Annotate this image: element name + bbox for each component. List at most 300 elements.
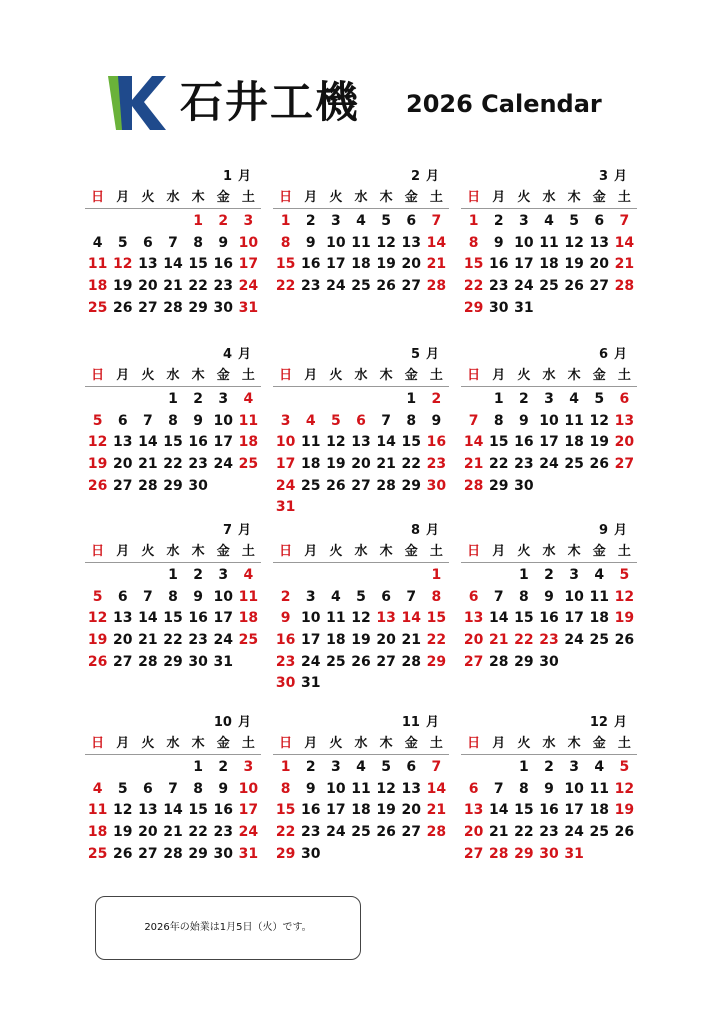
day-cell: 16 — [188, 434, 208, 451]
day-grid — [85, 211, 261, 319]
month-title — [461, 712, 637, 734]
day-cell: 22 — [275, 278, 296, 295]
empty-cell — [85, 389, 110, 411]
day-cell: 11 — [564, 412, 584, 429]
day-cell: 13 — [463, 802, 484, 819]
day-cell: 28 — [488, 653, 509, 670]
day-cell: 19 — [376, 256, 396, 273]
weekday-label: 月 — [492, 544, 506, 559]
day-cell: 21 — [401, 632, 422, 649]
day-cell: 3 — [518, 213, 529, 229]
day-cell: 10 — [213, 412, 234, 429]
weekday-label: 火 — [329, 544, 343, 559]
day-cell: 25 — [351, 824, 371, 841]
day-cell: 9 — [193, 588, 203, 605]
day-cell: 17 — [539, 434, 559, 451]
weekday-label: 月 — [116, 368, 130, 383]
day-cell: 16 — [514, 434, 534, 451]
day-cell: 9 — [518, 412, 529, 429]
day-cell: 7 — [381, 412, 391, 429]
day-cell: 2 — [493, 213, 504, 229]
weekday-label: 木 — [191, 368, 205, 383]
day-cell: 21 — [426, 256, 447, 273]
day-cell: 10 — [539, 412, 559, 429]
day-cell: 17 — [300, 632, 321, 649]
weekday-label: 土 — [241, 736, 255, 751]
day-cell: 8 — [193, 780, 203, 797]
day-cell: 14 — [463, 434, 484, 451]
day-cell: 27 — [589, 278, 610, 295]
day-cell: 25 — [87, 845, 108, 862]
day-cell: 30 — [275, 675, 296, 692]
empty-cell — [298, 565, 323, 587]
day-cell: 10 — [326, 234, 346, 251]
day-cell: 25 — [351, 278, 371, 295]
day-cell: 8 — [406, 412, 417, 429]
day-cell: 12 — [112, 256, 133, 273]
calendar-title: 2026 Calendar — [406, 90, 602, 118]
day-cell: 2 — [305, 759, 316, 775]
month-suffix: 月 — [613, 347, 627, 362]
month-number: 4 — [222, 347, 232, 362]
day-cell: 25 — [564, 456, 584, 473]
day-cell: 28 — [488, 845, 509, 862]
day-cell: 19 — [564, 256, 584, 273]
day-cell: 21 — [376, 456, 396, 473]
weekday-label: 水 — [354, 736, 368, 751]
day-cell: 18 — [326, 632, 346, 649]
day-cell: 20 — [112, 456, 133, 473]
day-cell: 13 — [614, 412, 635, 429]
day-cell: 6 — [406, 213, 417, 229]
day-cell: 19 — [87, 456, 108, 473]
day-cell: 19 — [614, 802, 635, 819]
month-suffix: 月 — [237, 347, 251, 362]
day-cell: 6 — [468, 780, 479, 797]
day-cell: 15 — [401, 434, 422, 451]
day-cell: 18 — [238, 610, 259, 627]
weekday-label: 水 — [166, 190, 180, 205]
weekday-label: 金 — [216, 736, 230, 751]
day-cell: 13 — [589, 234, 610, 251]
day-cell: 29 — [514, 845, 534, 862]
day-cell: 23 — [514, 456, 534, 473]
day-cell: 30 — [188, 477, 208, 494]
company-logo-icon — [108, 76, 166, 130]
weekday-label: 金 — [592, 736, 606, 751]
day-cell: 2 — [193, 391, 203, 407]
day-cell: 12 — [112, 802, 133, 819]
day-cell: 24 — [539, 456, 559, 473]
day-cell: 9 — [431, 412, 442, 429]
day-cell: 1 — [493, 391, 504, 407]
day-cell: 14 — [163, 256, 183, 273]
day-cell: 22 — [401, 456, 422, 473]
day-cell: 22 — [463, 278, 484, 295]
day-cell: 6 — [117, 588, 128, 605]
day-cell: 11 — [539, 234, 559, 251]
empty-cell — [461, 389, 486, 411]
day-cell: 25 — [326, 653, 346, 670]
day-cell: 18 — [564, 434, 584, 451]
weekday-label: 土 — [241, 544, 255, 559]
month-suffix: 月 — [613, 523, 627, 538]
day-cell: 10 — [238, 234, 259, 251]
day-cell: 20 — [112, 632, 133, 649]
day-cell: 3 — [330, 759, 341, 775]
day-cell: 23 — [488, 278, 509, 295]
day-cell: 26 — [614, 632, 635, 649]
weekday-label: 月 — [492, 368, 506, 383]
day-cell: 12 — [564, 234, 584, 251]
day-cell: 30 — [514, 477, 534, 494]
month-number: 11 — [401, 715, 420, 730]
day-cell: 21 — [138, 632, 158, 649]
day-cell: 23 — [426, 456, 447, 473]
day-cell: 27 — [138, 845, 158, 862]
weekday-label: 日 — [91, 544, 105, 559]
empty-cell — [273, 389, 298, 411]
month-number: 7 — [222, 523, 232, 538]
day-cell: 1 — [168, 567, 178, 583]
day-cell: 7 — [493, 780, 504, 797]
day-cell: 13 — [138, 256, 158, 273]
day-cell: 17 — [326, 802, 346, 819]
day-cell: 2 — [193, 567, 203, 583]
day-cell: 15 — [463, 256, 484, 273]
day-cell: 20 — [138, 824, 158, 841]
weekday-label: 金 — [216, 544, 230, 559]
day-grid — [273, 389, 449, 519]
day-cell: 26 — [112, 299, 133, 316]
weekday-label: 日 — [91, 368, 105, 383]
empty-cell — [323, 565, 348, 587]
day-cell: 2 — [518, 391, 529, 407]
day-cell: 15 — [163, 610, 183, 627]
day-cell: 5 — [381, 213, 391, 229]
day-cell: 30 — [213, 299, 234, 316]
day-cell: 9 — [218, 780, 229, 797]
weekday-label: 金 — [404, 368, 418, 383]
month-title — [273, 166, 449, 188]
month-number: 6 — [598, 347, 608, 362]
day-grid — [85, 757, 261, 865]
day-cell: 26 — [564, 278, 584, 295]
month-1 — [85, 166, 261, 319]
weekday-label: 木 — [379, 368, 393, 383]
day-cell: 10 — [326, 780, 346, 797]
day-cell: 8 — [518, 588, 529, 605]
weekday-label: 土 — [617, 368, 631, 383]
day-cell: 20 — [351, 456, 371, 473]
day-cell: 27 — [401, 278, 422, 295]
day-cell: 1 — [168, 391, 178, 407]
day-cell: 17 — [564, 802, 584, 819]
day-grid — [461, 389, 637, 497]
day-cell: 21 — [614, 256, 635, 273]
day-cell: 25 — [87, 299, 108, 316]
day-cell: 5 — [92, 412, 103, 429]
weekday-label: 月 — [492, 736, 506, 751]
day-cell: 15 — [163, 434, 183, 451]
weekday-label: 火 — [517, 544, 531, 559]
weekday-label: 水 — [166, 736, 180, 751]
weekday-label: 火 — [141, 190, 155, 205]
day-cell: 9 — [544, 780, 554, 797]
day-cell: 7 — [142, 412, 153, 429]
day-cell: 1 — [518, 759, 529, 775]
day-cell: 11 — [589, 588, 610, 605]
month-number: 12 — [589, 715, 608, 730]
day-cell: 5 — [619, 759, 630, 775]
day-cell: 14 — [163, 802, 183, 819]
day-cell: 30 — [539, 845, 559, 862]
day-cell: 15 — [488, 434, 509, 451]
day-cell: 21 — [426, 802, 447, 819]
weekday-label: 水 — [354, 544, 368, 559]
day-cell: 8 — [493, 412, 504, 429]
day-cell: 8 — [431, 588, 442, 605]
weekday-label: 水 — [542, 368, 556, 383]
day-cell: 23 — [213, 278, 234, 295]
weekday-label: 土 — [241, 190, 255, 205]
day-cell: 6 — [381, 588, 391, 605]
empty-cell — [160, 757, 185, 779]
weekday-label: 日 — [279, 368, 293, 383]
day-cell: 13 — [376, 610, 396, 627]
day-cell: 19 — [376, 802, 396, 819]
day-cell: 4 — [92, 780, 103, 797]
day-cell: 22 — [514, 824, 534, 841]
weekday-label: 金 — [404, 190, 418, 205]
weekday-label: 日 — [279, 544, 293, 559]
weekday-label: 日 — [279, 736, 293, 751]
day-cell: 2 — [280, 588, 291, 605]
day-cell: 15 — [188, 256, 208, 273]
day-cell: 7 — [168, 234, 178, 251]
day-cell: 13 — [463, 610, 484, 627]
day-cell: 10 — [564, 780, 584, 797]
day-cell: 25 — [589, 632, 610, 649]
day-cell: 3 — [280, 412, 291, 429]
day-cell: 31 — [514, 299, 534, 316]
day-cell: 9 — [493, 234, 504, 251]
day-cell: 26 — [376, 278, 396, 295]
month-title — [85, 520, 261, 542]
day-cell: 8 — [168, 588, 178, 605]
day-cell: 30 — [188, 653, 208, 670]
day-cell: 26 — [614, 824, 635, 841]
weekday-header — [273, 366, 449, 387]
day-cell: 8 — [518, 780, 529, 797]
day-cell: 28 — [426, 824, 447, 841]
weekday-label: 木 — [379, 190, 393, 205]
day-cell: 9 — [305, 780, 316, 797]
day-cell: 3 — [305, 588, 316, 605]
day-cell: 24 — [213, 632, 234, 649]
day-cell: 18 — [351, 256, 371, 273]
month-2 — [273, 166, 449, 298]
month-8 — [273, 520, 449, 695]
day-cell: 1 — [193, 759, 203, 775]
month-title — [85, 166, 261, 188]
weekday-label: 日 — [91, 736, 105, 751]
day-cell: 15 — [275, 256, 296, 273]
day-cell: 4 — [594, 759, 605, 775]
empty-cell — [374, 565, 399, 587]
day-cell: 5 — [619, 567, 630, 583]
day-cell: 9 — [305, 234, 316, 251]
day-cell: 19 — [351, 632, 371, 649]
day-cell: 18 — [539, 256, 559, 273]
day-cell: 11 — [351, 234, 371, 251]
day-cell: 7 — [142, 588, 153, 605]
day-cell: 11 — [351, 780, 371, 797]
day-cell: 24 — [275, 477, 296, 494]
day-cell: 19 — [589, 434, 610, 451]
weekday-label: 金 — [216, 190, 230, 205]
day-grid — [273, 565, 449, 695]
day-cell: 25 — [300, 477, 321, 494]
weekday-label: 土 — [241, 368, 255, 383]
day-cell: 5 — [569, 213, 579, 229]
weekday-label: 木 — [567, 544, 581, 559]
empty-cell — [399, 565, 424, 587]
day-cell: 26 — [87, 477, 108, 494]
weekday-label: 金 — [592, 544, 606, 559]
weekday-header — [461, 188, 637, 209]
weekday-label: 日 — [91, 190, 105, 205]
day-cell: 10 — [213, 588, 234, 605]
weekday-header — [85, 188, 261, 209]
weekday-label: 火 — [329, 190, 343, 205]
month-9 — [461, 520, 637, 673]
day-cell: 14 — [614, 234, 635, 251]
day-cell: 29 — [163, 653, 183, 670]
day-cell: 13 — [112, 610, 133, 627]
day-cell: 1 — [280, 213, 291, 229]
day-cell: 13 — [138, 802, 158, 819]
weekday-header — [85, 366, 261, 387]
month-number: 10 — [213, 715, 232, 730]
day-cell: 5 — [92, 588, 103, 605]
day-grid — [461, 757, 637, 865]
month-number: 9 — [598, 523, 608, 538]
day-cell: 28 — [376, 477, 396, 494]
day-cell: 28 — [138, 477, 158, 494]
month-number: 1 — [222, 169, 232, 184]
day-cell: 20 — [589, 256, 610, 273]
month-suffix: 月 — [237, 715, 251, 730]
empty-cell — [348, 565, 373, 587]
day-cell: 20 — [138, 278, 158, 295]
day-cell: 12 — [87, 434, 108, 451]
day-cell: 11 — [589, 780, 610, 797]
month-title — [85, 344, 261, 366]
weekday-header — [273, 188, 449, 209]
weekday-label: 水 — [354, 190, 368, 205]
day-cell: 15 — [188, 802, 208, 819]
weekday-label: 金 — [216, 368, 230, 383]
day-cell: 19 — [326, 456, 346, 473]
empty-cell — [85, 211, 110, 233]
day-cell: 9 — [280, 610, 291, 627]
day-cell: 3 — [330, 213, 341, 229]
weekday-label: 水 — [166, 544, 180, 559]
day-cell: 13 — [112, 434, 133, 451]
day-cell: 16 — [539, 802, 559, 819]
day-cell: 10 — [564, 588, 584, 605]
day-cell: 6 — [406, 759, 417, 775]
weekday-header — [461, 366, 637, 387]
day-cell: 4 — [243, 567, 254, 583]
day-cell: 25 — [238, 632, 259, 649]
empty-cell — [135, 565, 160, 587]
day-cell: 1 — [280, 759, 291, 775]
day-cell: 26 — [87, 653, 108, 670]
day-cell: 1 — [468, 213, 479, 229]
notice-box — [95, 896, 361, 960]
weekday-label: 火 — [141, 544, 155, 559]
day-cell: 20 — [463, 824, 484, 841]
empty-cell — [110, 211, 135, 233]
day-cell: 31 — [300, 675, 321, 692]
day-cell: 21 — [488, 824, 509, 841]
empty-cell — [486, 565, 511, 587]
day-cell: 7 — [493, 588, 504, 605]
day-grid — [273, 757, 449, 865]
day-cell: 23 — [300, 824, 321, 841]
day-cell: 31 — [238, 299, 259, 316]
day-cell: 20 — [401, 802, 422, 819]
empty-cell — [486, 757, 511, 779]
day-cell: 4 — [356, 759, 366, 775]
day-cell: 4 — [305, 412, 316, 429]
day-cell: 16 — [426, 434, 447, 451]
empty-cell — [461, 565, 486, 587]
day-cell: 4 — [330, 588, 341, 605]
day-cell: 8 — [468, 234, 479, 251]
weekday-header — [273, 542, 449, 563]
day-cell: 18 — [589, 802, 610, 819]
day-cell: 4 — [544, 213, 554, 229]
day-cell: 22 — [163, 632, 183, 649]
day-cell: 16 — [300, 802, 321, 819]
day-cell: 23 — [213, 824, 234, 841]
day-cell: 8 — [280, 234, 291, 251]
day-cell: 26 — [351, 653, 371, 670]
weekday-label: 日 — [467, 544, 481, 559]
day-cell: 29 — [488, 477, 509, 494]
month-suffix: 月 — [613, 715, 627, 730]
day-cell: 14 — [426, 780, 447, 797]
weekday-label: 水 — [542, 544, 556, 559]
day-cell: 29 — [426, 653, 447, 670]
month-title — [85, 712, 261, 734]
day-cell: 27 — [351, 477, 371, 494]
day-cell: 28 — [426, 278, 447, 295]
day-cell: 10 — [238, 780, 259, 797]
day-cell: 6 — [142, 780, 153, 797]
weekday-label: 木 — [567, 736, 581, 751]
weekday-header — [461, 734, 637, 755]
day-grid — [273, 211, 449, 298]
day-cell: 27 — [463, 845, 484, 862]
day-grid — [85, 389, 261, 497]
weekday-label: 金 — [404, 544, 418, 559]
day-cell: 27 — [376, 653, 396, 670]
day-cell: 5 — [117, 234, 128, 251]
